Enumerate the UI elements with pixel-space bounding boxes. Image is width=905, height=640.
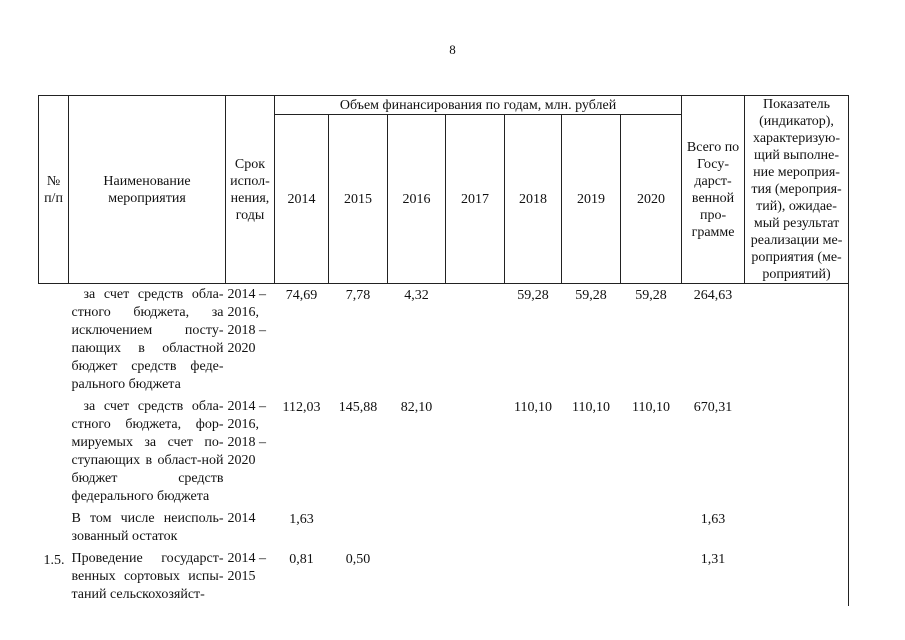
row-indicator (745, 284, 849, 397)
row-period: 2014 – 2016, 2018 – 2020 (227, 287, 266, 356)
row-code (39, 396, 69, 508)
row-value: 7,78 (345, 288, 371, 303)
row-period: 2014 (227, 511, 256, 526)
header-year: 2018 (505, 115, 562, 284)
row-value: 4,32 (404, 288, 429, 303)
header-year: 2017 (446, 115, 505, 284)
row-value (621, 508, 682, 548)
row-period: 2014 – 2016, 2018 – 2020 (227, 399, 266, 468)
header-year: 2015 (329, 115, 388, 284)
row-value: 145,88 (338, 400, 378, 415)
row-value: 59,28 (635, 288, 667, 303)
row-total: 264,63 (693, 288, 733, 303)
row-value: 0,81 (289, 552, 314, 567)
row-value: 0,50 (345, 552, 371, 567)
table-row (39, 508, 849, 548)
funding-table (38, 95, 849, 606)
table-row (39, 284, 849, 397)
table-row (39, 548, 849, 606)
row-value (329, 508, 388, 548)
row-value: 74,69 (285, 288, 318, 303)
page-number: 8 (449, 42, 456, 57)
header-year: 2020 (621, 115, 682, 284)
row-value (505, 508, 562, 548)
row-value (562, 508, 621, 548)
table-row (39, 396, 849, 508)
row-value (446, 284, 505, 397)
row-value: 82,10 (400, 400, 433, 415)
row-indicator (745, 508, 849, 548)
row-value (446, 548, 505, 606)
row-value (505, 548, 562, 606)
row-code (39, 508, 69, 548)
row-value (388, 548, 446, 606)
row-value: 59,28 (575, 288, 607, 303)
row-value (446, 508, 505, 548)
row-total: 670,31 (693, 400, 733, 415)
row-value: 110,10 (514, 400, 552, 415)
row-code (39, 284, 69, 397)
row-value: 1,63 (289, 512, 314, 527)
row-code: 1.5. (43, 553, 65, 568)
header-period: Срок испол-нения, годы (226, 96, 275, 284)
header-year: 2016 (388, 115, 446, 284)
row-value (388, 508, 446, 548)
row-value (562, 548, 621, 606)
row-name: Проведение государст-венных сортовых испы-таний сельскохозяйст- (71, 551, 224, 602)
row-value: 110,10 (572, 400, 610, 415)
row-name: за счет средств обла-стного бюджета, за исключением посту-пающих в областной бюджет средств феде-рального бюджета (71, 287, 224, 392)
row-indicator (745, 548, 849, 606)
row-total: 1,63 (700, 512, 726, 527)
row-value: 110,10 (632, 400, 670, 415)
row-total: 1,31 (700, 552, 726, 567)
header-num: № п/п (39, 96, 69, 284)
row-value: 59,28 (517, 288, 549, 303)
header-year: 2014 (275, 115, 329, 284)
row-name: В том числе неисполь-зованный остаток (71, 511, 224, 544)
header-indicator: Показатель (индикатор), характеризую-щий выполне-ние мероприя-тия (мероприя-тий), ожидае-мый результат реализации ме-роприятия (ме-роприятий) (745, 96, 849, 284)
row-value: 112,03 (282, 400, 321, 415)
row-indicator (745, 396, 849, 508)
row-period: 2014 – 2015 (227, 551, 266, 584)
header-funding-group: Объем финансирования по годам, млн. рублей (275, 96, 682, 115)
row-value (446, 396, 505, 508)
header-total: Всего по Госу-дарст-венной про-грамме (682, 96, 745, 284)
header-name: Наименование мероприятия (69, 96, 226, 284)
header-year: 2019 (562, 115, 621, 284)
row-value (621, 548, 682, 606)
row-name: за счет средств обла-стного бюджета, фор-мируемых за счет по-ступающих в област-ной бюджет средств федерального бюджета (71, 399, 224, 504)
